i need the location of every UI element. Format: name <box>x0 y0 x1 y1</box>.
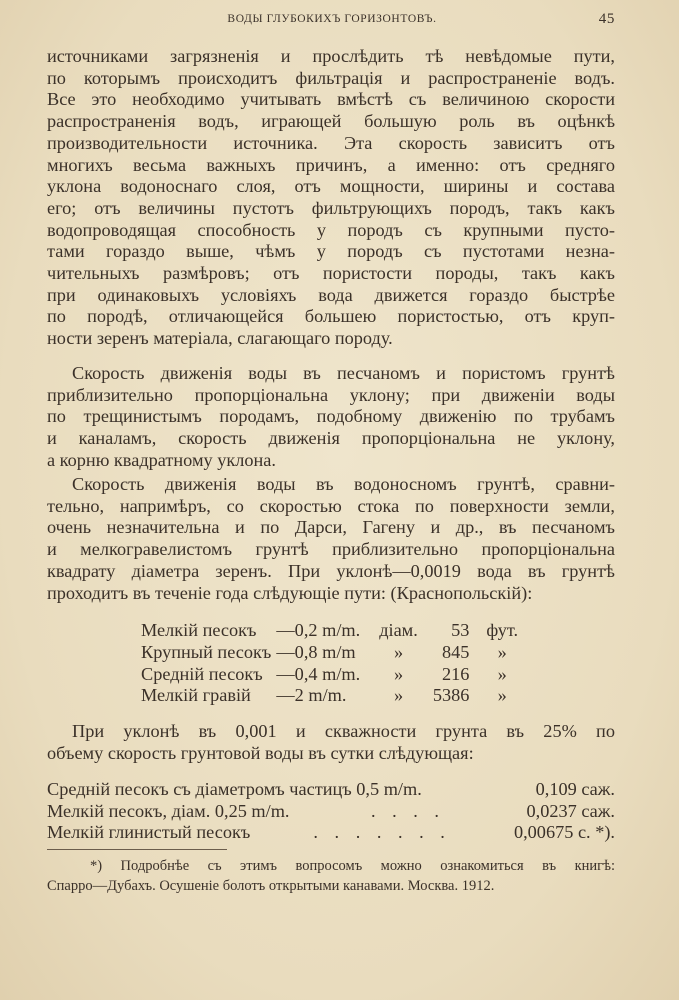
cell-dots <box>422 779 536 801</box>
paragraph-line: квадрату діаметра зеренъ. При уклонѣ—0,0019 вода въ грунтѣ <box>47 560 615 581</box>
cell-value: 53 <box>451 620 470 640</box>
paragraph-line: по которымъ происходитъ фильтрація и распространеніе водъ. <box>47 67 615 88</box>
cell-value: 0,00675 с. *). <box>513 822 615 842</box>
cell-unit: » <box>497 641 507 662</box>
paragraph-line: очень незначительна и по Дарси, Гагену и др., въ песчаномъ <box>47 517 615 538</box>
cell-value: 845 <box>441 641 470 662</box>
paragraph-line: производительности источника. Эта скорость зависитъ отъ <box>47 132 615 153</box>
distance-table <box>141 620 523 707</box>
cell-label: » <box>393 663 404 684</box>
page-number: 45 <box>598 11 615 27</box>
table-row <box>47 822 615 844</box>
paragraph-line: по породѣ, отличающейся большею пористостью, отъ круп- <box>47 306 615 327</box>
table-row <box>47 801 615 823</box>
paragraph-line: тами гораздо выше, чѣмъ у породъ съ пустотами незна- <box>47 241 615 262</box>
cell-label: діам. <box>379 620 418 640</box>
paragraph-line: источниками загрязненія и прослѣдить тѣ невѣдомые пути, <box>47 46 615 66</box>
paragraph-line: и каналамъ, скорость движенія пропорціональна не уклону, <box>47 428 615 449</box>
paragraph-line: и мелкогравелистомъ грунтѣ приблизительно пропорціональна <box>47 539 615 560</box>
cell-unit: » <box>497 685 507 706</box>
paragraph-line: водопроводящая способность у породъ съ крупными пусто- <box>47 219 615 240</box>
cell-label: » <box>393 685 404 706</box>
cell-size: —0,2 m/m. <box>276 620 361 640</box>
paragraph-line: При уклонѣ въ 0,001 и скважности грунта въ 25% по <box>72 721 615 741</box>
cell-unit: фут. <box>486 620 519 640</box>
table-row <box>141 685 523 707</box>
cell-size: —2 m/m. <box>276 685 347 706</box>
paragraph-line: ности зеренъ матеріала, слагающаго породу. <box>47 328 393 349</box>
cell-name: Мелкій глинистый песокъ <box>47 822 251 842</box>
cell-label: » <box>393 641 404 662</box>
cell-name: Средній песокъ <box>141 663 263 684</box>
footnote-divider <box>47 849 227 850</box>
velocity-table <box>47 779 615 844</box>
footnote-line: *) Подробнѣе съ этимъ вопросомъ можно ознакомиться въ книгѣ: <box>90 858 615 874</box>
cell-dots: . . . . . . . <box>313 822 451 842</box>
paragraph-line: Скорость движенія воды въ водоносномъ грунтѣ, сравни- <box>72 474 615 494</box>
paragraph-line: тельно, напримѣръ, со скоростью стока по поверхности земли, <box>47 495 615 516</box>
cell-value: 0,109 саж. <box>535 779 615 799</box>
paragraph-line: по трещинистымъ породамъ, подобному движенію по трубамъ <box>47 406 615 427</box>
cell-name: Средній песокъ съ діаметромъ частицъ 0,5 m/m. <box>47 779 422 799</box>
table-row <box>141 620 523 642</box>
cell-value: 0,0237 саж. <box>526 800 615 821</box>
paragraph-line: Все это необходимо учитывать вмѣстѣ съ величиною скорости <box>47 89 615 110</box>
running-title: ВОДЫ ГЛУБОКИХЪ ГОРИЗОНТОВЪ. <box>227 13 437 25</box>
cell-size: —0,8 m/m <box>276 641 356 662</box>
paragraph-line: а корню квадратному уклона. <box>47 449 276 470</box>
cell-unit: » <box>497 663 507 684</box>
paragraph-line: объему скорость грунтовой воды въ сутки слѣдующая: <box>47 742 474 763</box>
paragraph-line: его; отъ величины пустотъ фильтрующихъ породъ, такъ какъ <box>47 197 615 218</box>
paragraph-line: Скорость движенія воды въ песчаномъ и пористомъ грунтѣ <box>72 363 615 383</box>
table-row <box>47 779 615 801</box>
paragraph-line: приблизительно пропорціональна уклону; при движеніи воды <box>47 384 615 405</box>
paragraph-line: многихъ весьма важныхъ причинъ, а именно: отъ средняго <box>47 154 615 175</box>
cell-value: 5386 <box>432 685 470 706</box>
paragraph-line: проходитъ въ теченіе года слѣдующіе пути: (Краснопольскій): <box>47 582 533 603</box>
cell-dots: . . . . <box>371 800 445 821</box>
cell-name: Мелкій песокъ, діам. 0,25 m/m. <box>47 800 290 821</box>
paragraph-line: чительныхъ размѣровъ; отъ пористости породы, такъ какъ <box>47 263 615 283</box>
paragraph-line: при одинаковыхъ условіяхъ вода движется гораздо быстрѣе <box>47 284 615 305</box>
cell-value: 216 <box>441 663 470 684</box>
cell-name: Мелкій гравій <box>141 685 251 706</box>
cell-name: Крупный песокъ <box>141 641 272 662</box>
footnote-line: Спарро—Дубахъ. Осушеніе болотъ открытыми канавами. Москва. 1912. <box>47 878 495 894</box>
table-row <box>141 642 523 664</box>
cell-name: Мелкій песокъ <box>141 620 257 640</box>
cell-size: —0,4 m/m. <box>276 663 361 684</box>
paragraph-line: уклона водоноснаго слоя, отъ мощности, ширины и состава <box>47 176 615 197</box>
paragraph-line: распространенія водъ, играющей большую роль въ оцѣнкѣ <box>47 111 615 132</box>
running-header <box>47 11 617 29</box>
table-row <box>141 664 523 686</box>
